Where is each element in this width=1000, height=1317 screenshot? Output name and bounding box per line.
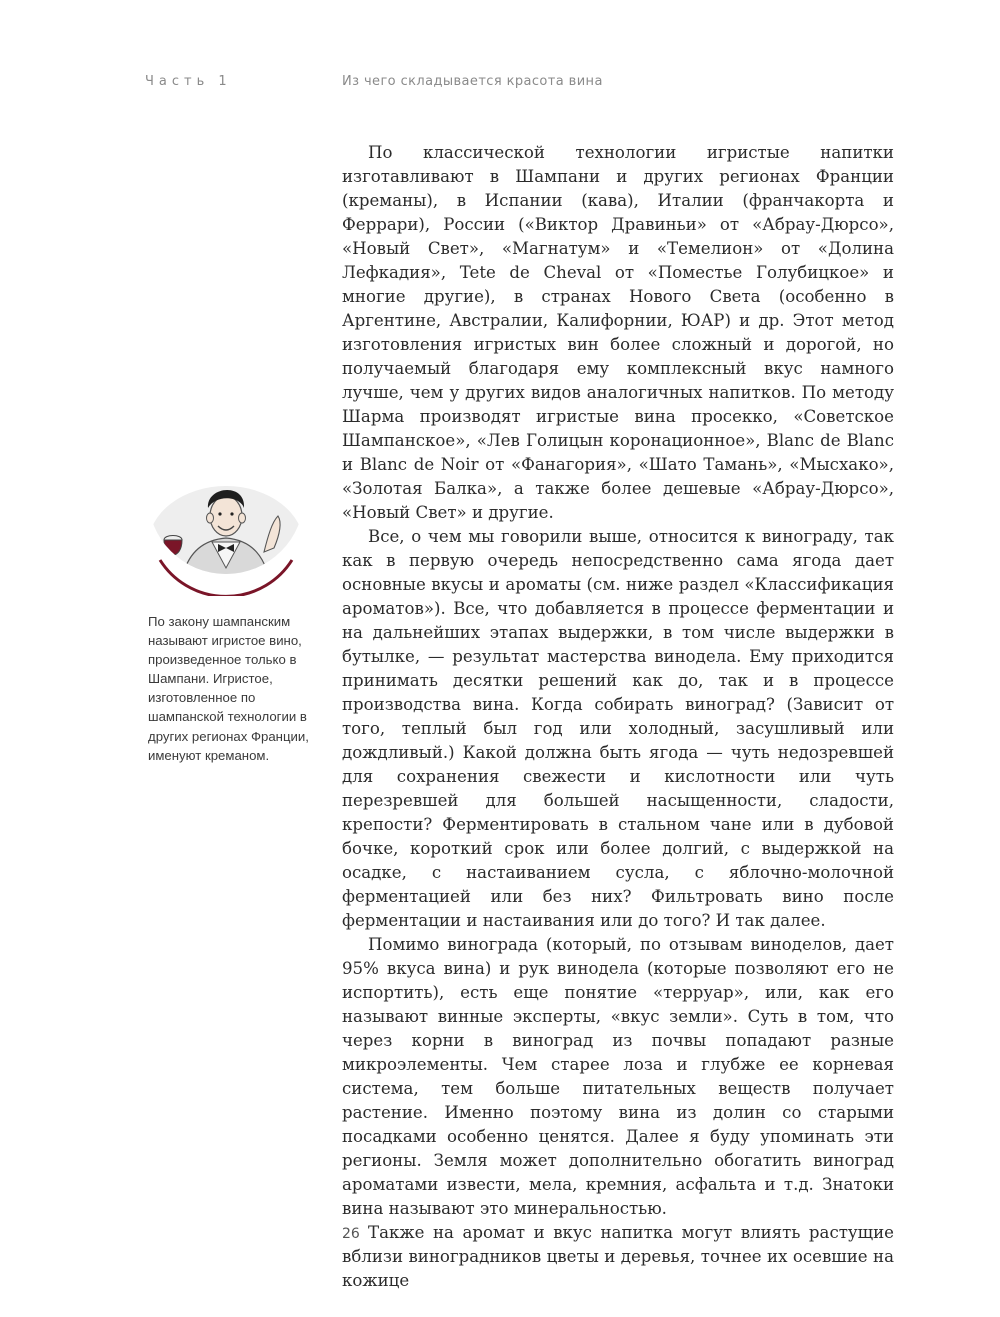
eye — [230, 512, 233, 515]
page-number: 26 — [342, 1226, 360, 1242]
sidenote: По закону шампанским называют игристое вино, произведенное только в Шампани. Игристое, изготовленное по шампанской технологии в других регионах Франции, именуют креманом. — [148, 614, 309, 763]
ear — [239, 513, 246, 523]
paragraph: Помимо винограда (который, по отзывам виноделов, дает 95% вкуса вина) и рук винодела (которые позволяют его не испортить), есть еще понятие «терруар», или, как его называют винные эксперты, «вкус земли». Суть в том, что через корни в виноград из почвы попадают разные микроэлементы. Чем старее лоза и глубже ее корневая система, тем больше питательных веществ получает растение. Именно поэтому вина из долин со старыми посадками особенно ценятся. Далее я буду упоминать эти регионы. Земля может дополнительно обогатить виноград ароматами извести, мела, кремния, асфальта и т.д. Знатоки вина называют это минеральностью. — [342, 935, 894, 1218]
sommelier-illustration — [146, 456, 306, 596]
paragraph: По классической технологии игристые напитки изготавливают в Шампани и других регионах Франции (креманы), в Испании (кава), Италии (франчакорта и Феррари), России («Виктор Дравиньи» от «Абрау-Дюрсо», «Новый Свет», «Магнатум» и «Темелион» от «Долина Лефкадия», Tete de Cheval от «Поместье Голубицкое» и многие другие), в странах Нового Света (особенно в Аргентине, Австралии, Калифорнии, ЮАР) и др. Этот метод изготовления игристых вин более сложный и дорогой, но получаемый благодаря ему комплексный вкус намного лучше, чем у других видов аналогичных напитков. По методу Шарма производят игристые вина просекко, «Советское Шампанское», «Лев Голицын коронационное», Blanc de Blanc и Blanc de Noir от «Фанагория», «Шато Тамань», «Мысхако», «Золотая Балка», а также более дешевые «Абрау-Дюрсо», «Новый Свет» и другие. — [342, 143, 894, 522]
main-text — [342, 141, 894, 1293]
part-label: Часть 1 — [145, 74, 232, 89]
eye — [218, 512, 221, 515]
chapter-title: Из чего складывается красота вина — [342, 74, 603, 89]
left-arm — [179, 560, 186, 576]
running-head — [145, 74, 745, 94]
paragraph: Также на аромат и вкус напитка могут влиять растущие вблизи виноградников цветы и деревья, точнее их осевшие на кожице — [342, 1223, 894, 1290]
ear — [207, 513, 214, 523]
paragraph: Все, о чем мы говорили выше, относится к винограду, так как в первую очередь непосредственно сама ягода дает основные вкусы и ароматы (см. ниже раздел «Классификация ароматов»). Все, что добавляется в процессе ферментации и на дальнейших этапах выдержки, в том числе выдержки в бутылке, — результат мастерства винодела. Ему приходится принимать десятки решений как до, так и в процессе производства вина. Когда собирать виноград? (Зависит от того, теплый был год или холодный, засушливый или дождливый.) Какой должна быть ягода — чуть недозревшей для сохранения свежести и кислотности или чуть перезревшей для большей насыщенности, сладости, крепости? Ферментировать в стальном чане или в дубовой бочке, короткий срок или более долгий, с выдержкой на осадке, с настаиванием сусла, с яблочно-молочной ферментацией или без них? Фильтровать вино после ферментации и настаивания или до того? И так далее. — [342, 527, 894, 930]
